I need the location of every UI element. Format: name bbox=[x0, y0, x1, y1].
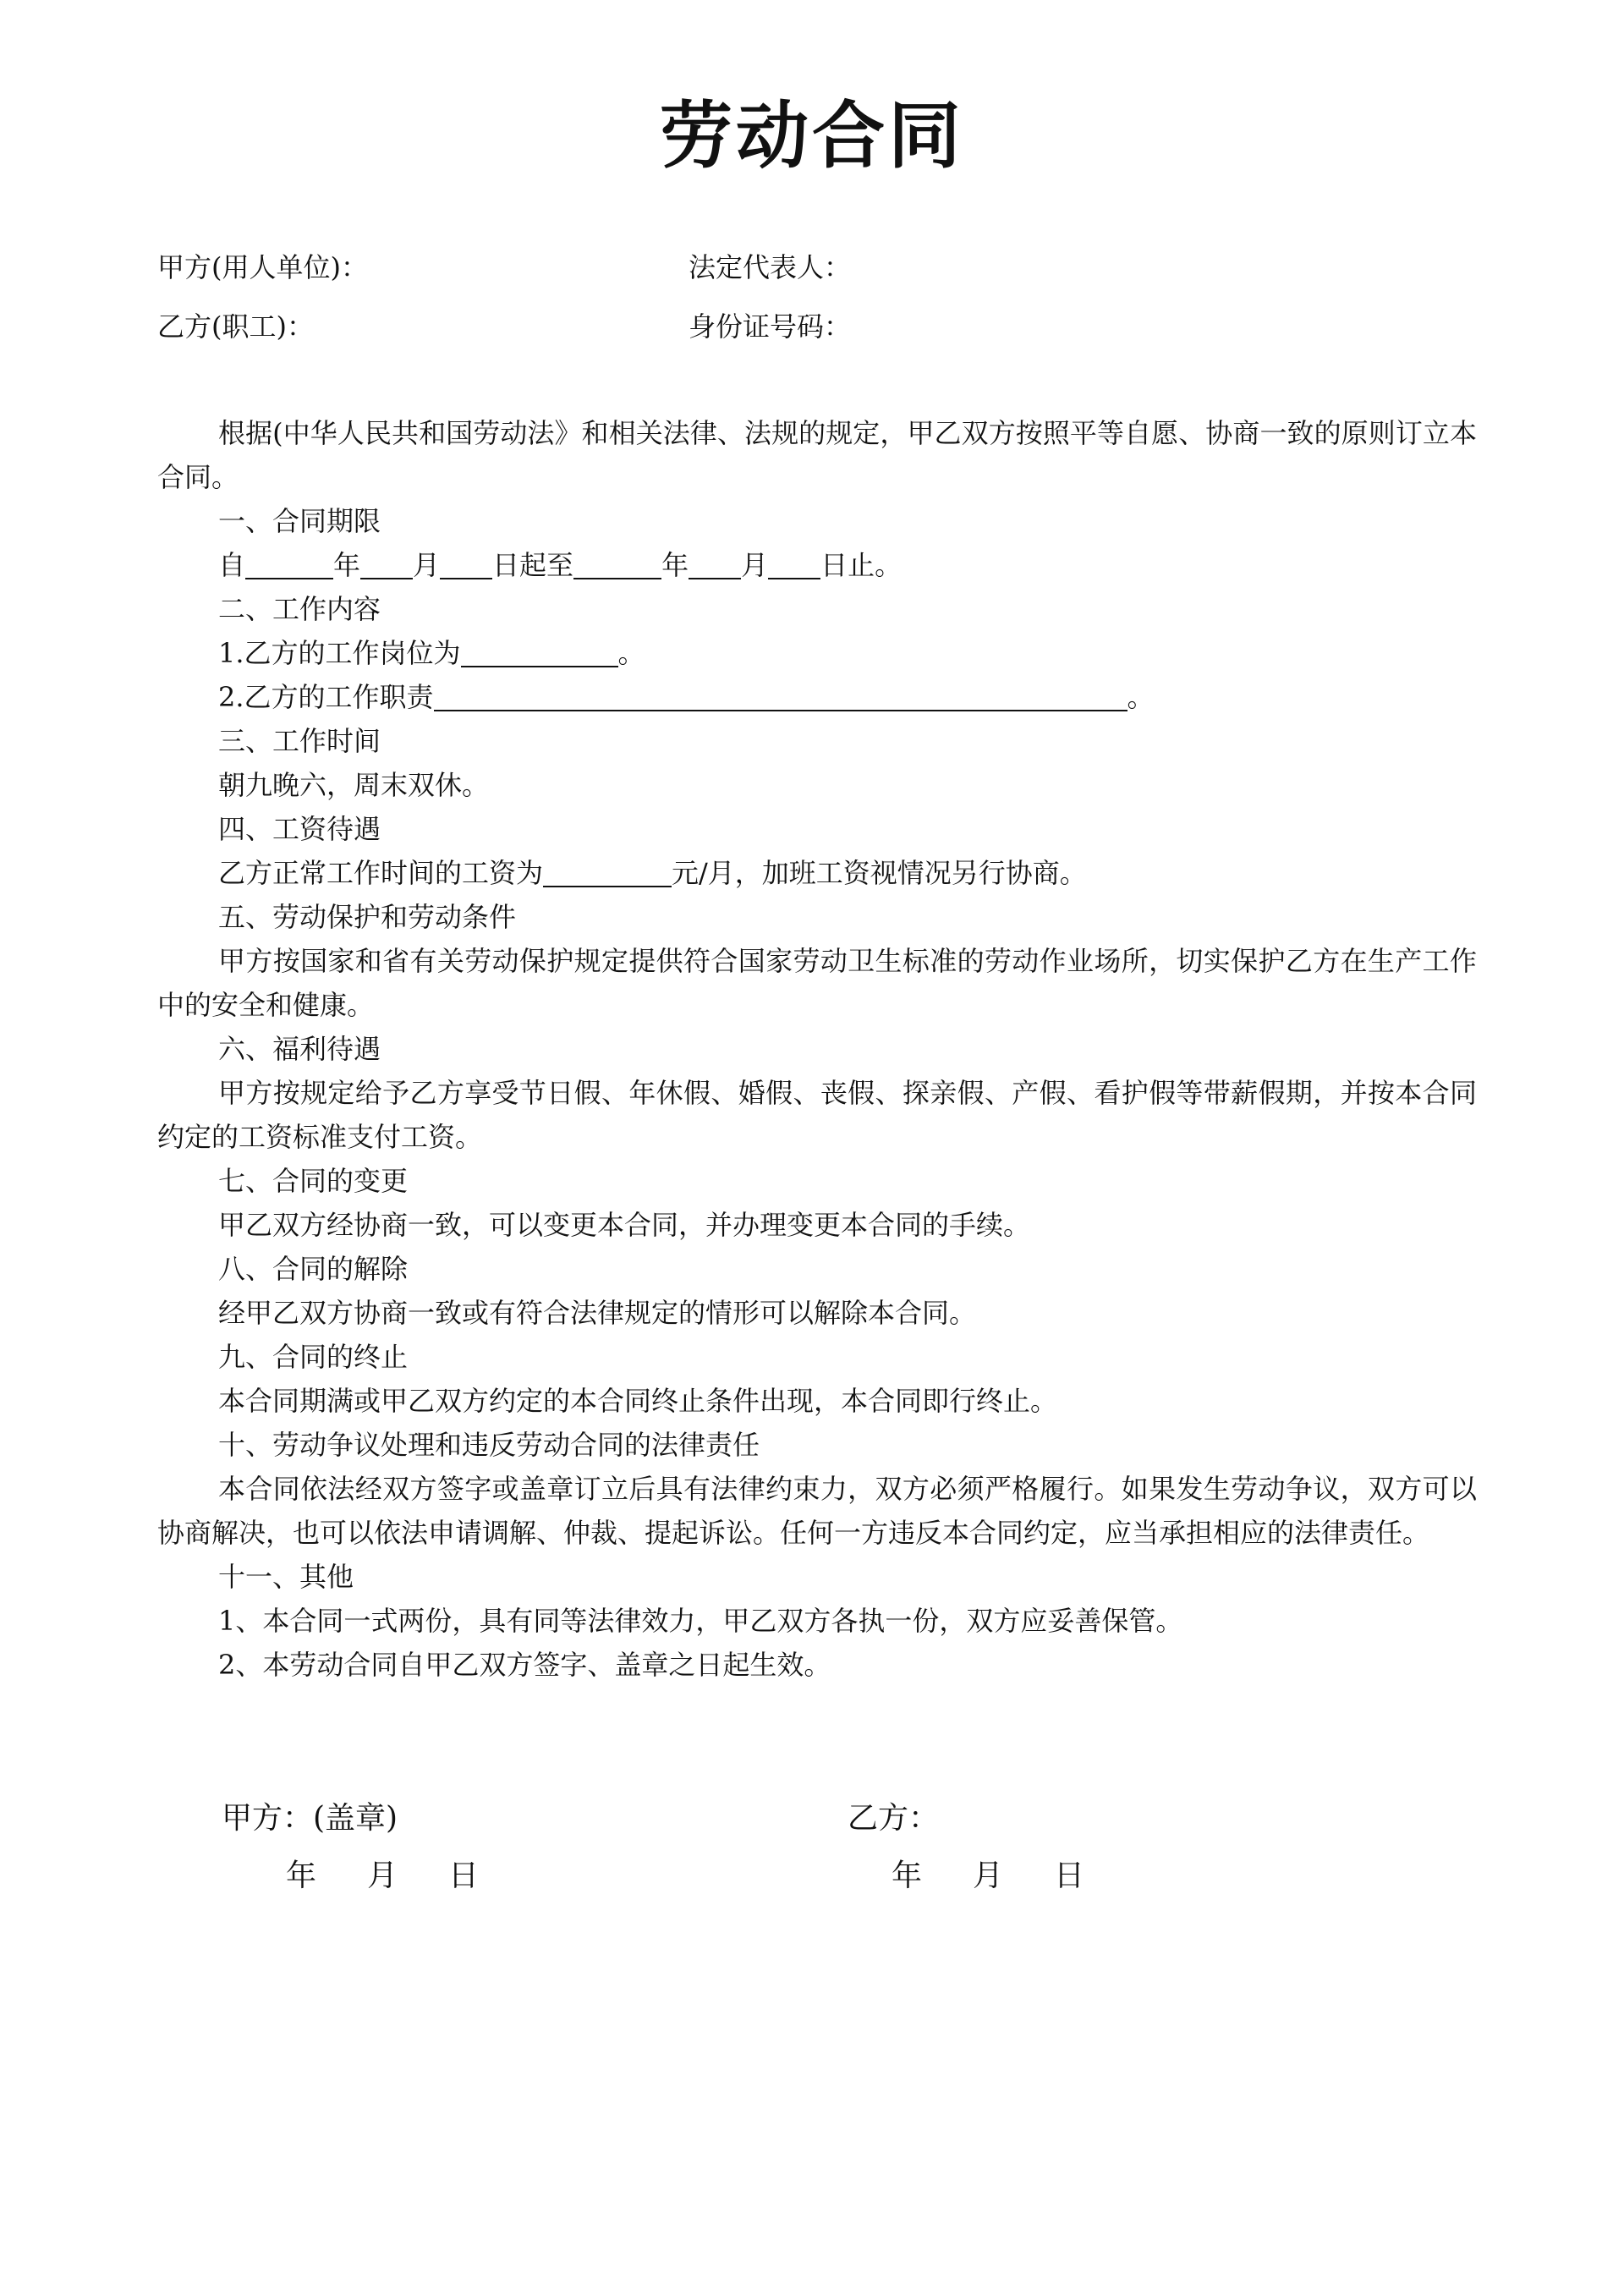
party-a-date-month: 月 bbox=[367, 1859, 398, 1893]
job-position-end: 。 bbox=[617, 637, 645, 669]
section-8-body: 经甲乙双方协商一致或有符合法律规定的情形可以解除本合同。 bbox=[218, 1297, 977, 1329]
job-position-blank bbox=[461, 640, 618, 667]
party-b-date-year: 年 bbox=[892, 1859, 923, 1893]
party-b-date-month: 月 bbox=[973, 1859, 1004, 1893]
term-end-day-blank bbox=[768, 552, 820, 579]
section-10-body: 本合同依法经双方签字或盖章订立后具有法律约束力，双方必须严格履行。如果发生劳动争议，双方可以协商解决，也可以依法申请调解、仲裁、提起诉讼。任何一方违反本合同约定，应当承担相应的法律责任。 bbox=[157, 1473, 1477, 1549]
job-duties-label: 2.乙方的工作职责 bbox=[218, 681, 434, 713]
intro-paragraph: 根据(中华人民共和国劳动法》和相关法律、法规的规定，甲乙双方按照平等自愿、协商一致的原则订立本合同。 bbox=[157, 417, 1477, 493]
section-11-heading: 十一、其他 bbox=[218, 1561, 354, 1593]
salary-line bbox=[157, 851, 1477, 895]
section-9-heading: 九、合同的终止 bbox=[218, 1341, 409, 1373]
section-5-body: 甲方按国家和省有关劳动保护规定提供符合国家劳动卫生标准的劳动作业场所，切实保护乙方在生产工作中的安全和健康。 bbox=[157, 945, 1477, 1021]
term-day-from-text: 日起至 bbox=[492, 549, 574, 581]
section-11-item-1: 1、本合同一式两份，具有同等法律效力，甲乙双方各执一份，双方应妥善保管。 bbox=[218, 1605, 1183, 1637]
section-11-item-2: 2、本劳动合同自甲乙双方签字、盖章之日起生效。 bbox=[218, 1649, 831, 1681]
salary-unit-text: 元/月，加班工资视情况另行协商。 bbox=[672, 857, 1087, 889]
section-8-heading: 八、合同的解除 bbox=[218, 1253, 409, 1285]
salary-label: 乙方正常工作时间的工资为 bbox=[218, 857, 544, 889]
term-year-text: 年 bbox=[333, 549, 361, 581]
party-a-signature-label: 甲方：(盖章) bbox=[222, 1801, 398, 1836]
section-7-heading: 七、合同的变更 bbox=[218, 1165, 409, 1197]
id-number-label: 身份证号码： bbox=[689, 310, 852, 343]
job-duties-line bbox=[157, 675, 1477, 719]
job-position-line bbox=[157, 631, 1477, 675]
party-b-date bbox=[892, 1861, 1135, 1891]
section-7-body: 甲乙双方经协商一致，可以变更本合同，并办理变更本合同的手续。 bbox=[218, 1209, 1031, 1241]
party-b-signature-label: 乙方： bbox=[848, 1801, 940, 1836]
job-position-label: 1.乙方的工作岗位为 bbox=[218, 637, 461, 669]
party-b-date-day: 日 bbox=[1054, 1859, 1085, 1893]
section-2-heading: 二、工作内容 bbox=[218, 593, 381, 625]
section-3-body: 朝九晚六，周末双休。 bbox=[218, 769, 490, 801]
contract-term-line bbox=[157, 543, 1477, 587]
section-5-heading: 五、劳动保护和劳动条件 bbox=[218, 901, 517, 933]
party-a-date bbox=[286, 1861, 529, 1891]
party-a-date-year: 年 bbox=[286, 1859, 317, 1893]
section-6-body: 甲方按规定给予乙方享受节日假、年休假、婚假、丧假、探亲假、产假、看护假等带薪假期，并按本合同约定的工资标准支付工资。 bbox=[157, 1077, 1477, 1153]
section-6-heading: 六、福利待遇 bbox=[218, 1033, 381, 1065]
party-a-date-day: 日 bbox=[448, 1859, 480, 1893]
section-10-heading: 十、劳动争议处理和违反劳动合同的法律责任 bbox=[218, 1429, 760, 1461]
document-title: 劳动合同 bbox=[660, 93, 964, 178]
term-start-day-blank bbox=[440, 552, 492, 579]
salary-blank bbox=[543, 860, 672, 887]
term-year2-text: 年 bbox=[661, 549, 689, 581]
term-end-year-blank bbox=[573, 552, 661, 579]
term-from-text: 自 bbox=[218, 549, 246, 581]
section-9-body: 本合同期满或甲乙双方约定的本合同终止条件出现，本合同即行终止。 bbox=[218, 1385, 1058, 1417]
section-3-heading: 三、工作时间 bbox=[218, 725, 381, 757]
term-month2-text: 月 bbox=[741, 549, 769, 581]
term-start-year-blank bbox=[245, 552, 333, 579]
section-4-heading: 四、工资待遇 bbox=[218, 813, 381, 845]
term-end-month-blank bbox=[689, 552, 741, 579]
job-duties-blank bbox=[434, 684, 1127, 711]
party-b-label: 乙方(职工)： bbox=[157, 310, 314, 343]
term-day-to-text: 日止。 bbox=[820, 549, 903, 581]
section-1-heading: 一、合同期限 bbox=[218, 505, 381, 537]
legal-rep-label: 法定代表人： bbox=[689, 251, 852, 283]
term-month-text: 月 bbox=[413, 549, 441, 581]
job-duties-end: 。 bbox=[1127, 681, 1155, 713]
party-a-label: 甲方(用人单位)： bbox=[157, 251, 368, 283]
contract-body bbox=[157, 411, 1477, 1687]
term-start-month-blank bbox=[360, 552, 413, 579]
